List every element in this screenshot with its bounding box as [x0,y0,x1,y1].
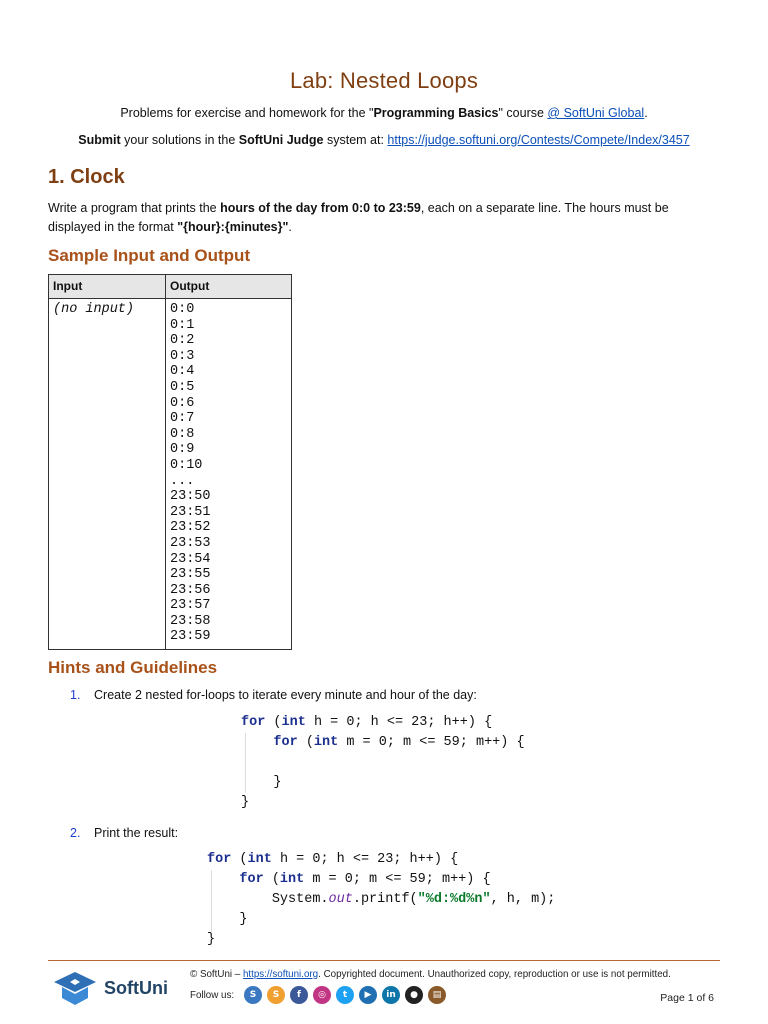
code-text: System. [271,892,329,907]
code-keyword: for [239,872,264,887]
output-line: 23:52 [170,520,211,536]
output-line: 23:51 [170,504,211,520]
code-text: .printf( [352,892,418,907]
youtube-icon[interactable]: ▶ [359,986,377,1004]
output-line: 23:58 [170,613,211,629]
blog-icon[interactable]: ▤ [428,986,446,1004]
step-number: 1. [70,688,81,702]
output-line: 23:59 [170,629,211,645]
code-keyword: for [273,735,298,750]
step-text: Create 2 nested for-loops to iterate every minute and hour of the day: [94,688,477,702]
intro-line-course [0,106,768,120]
instagram-icon[interactable]: ◎ [313,986,331,1004]
output-line: 0:1 [170,317,195,333]
code-keyword: int [281,715,306,730]
softuni-icon[interactable]: S [244,986,262,1004]
code-text: h = 0; h <= 23; h++) { [279,852,459,867]
judge-name: SoftUni Judge [238,133,324,147]
softuni-alt-icon[interactable]: S [267,986,285,1004]
output-line: 23:53 [170,535,211,551]
code-text: } [241,795,250,810]
github-icon[interactable]: ● [405,986,423,1004]
facebook-icon[interactable]: f [290,986,308,1004]
follow-us-label: Follow us: [190,990,235,1001]
description-text: Write a program that prints the [48,201,221,215]
intro-line-submit [0,133,768,147]
sample-output-cell [166,299,292,650]
code-text: h = 0; h <= 23; h++) { [313,715,493,730]
output-line: 0:7 [170,411,195,427]
output-line: 0:5 [170,379,195,395]
footer-divider [48,960,720,961]
description-text: . [288,220,292,234]
intro-text: " course [498,106,548,120]
intro-text: Problems for exercise and homework for the " [120,106,374,120]
code-text: } [239,912,248,927]
softuni-logo-mark [54,972,96,1005]
output-line: 0:0 [170,302,195,317]
softuni-global-link[interactable]: @ SoftUni Global [547,106,645,120]
hint-step-1 [70,688,477,702]
output-line: ... [170,473,195,489]
copyright-text: © SoftUni – [190,969,243,980]
table-header-row [49,275,292,299]
code-field: out [328,892,353,907]
copyright-text: . Copyrighted document. Unauthorized copy, reproduction or use is not permitted. [318,969,671,980]
page-title: Lab: Nested Loops [289,68,479,93]
softuni-site-link[interactable]: https://softuni.org [242,969,319,980]
code-keyword: int [313,735,339,750]
description-text: , each on a separate line. The hours must be displayed in the format [48,201,669,234]
code-block-nested-loops: for (int h = 0; h <= 23; h++) { for (int m = 0; m <= 59; m++) { } } [241,715,525,810]
code-block-print-result: for (int h = 0; h <= 23; h++) { for (int m = 0; m <= 59; m++) { System.out.printf("%d:%d%n", h, m); } } [207,852,556,947]
step-text: Print the result: [94,826,179,840]
course-name: Programming Basics [373,106,499,120]
softuni-logo-text: SoftUni [104,978,168,998]
output-line: 0:3 [170,348,195,364]
intro-text: your solutions in the [120,133,239,147]
code-text: } [273,775,282,790]
output-line: 0:9 [170,442,195,458]
twitter-icon[interactable]: t [336,986,354,1004]
hints-heading: Hints and Guidelines [48,658,218,677]
output-line: 23:55 [170,567,211,583]
intro-text: . [644,106,648,120]
code-keyword: for [241,715,266,730]
output-line: 23:56 [170,582,211,598]
code-string: "%d:%d%n" [417,892,491,907]
output-line: 0:10 [170,457,203,473]
code-text: m = 0; m <= 59; m++) { [312,872,491,887]
output-line: 0:6 [170,395,195,411]
description-bold: hours of the day from 0:0 to 23:59 [220,201,421,215]
output-line: 23:57 [170,598,211,614]
table-row [49,299,292,650]
hint-step-2 [70,826,178,840]
code-text: } [207,932,216,947]
linkedin-icon[interactable]: in [382,986,400,1004]
page-number: Page 1 of 6 [660,992,714,1004]
description-format: "{hour}:{minutes}" [177,220,289,234]
step-number: 2. [70,826,81,840]
input-column-header: Input [49,275,166,299]
problem-description [48,199,708,237]
code-keyword: int [247,852,272,867]
sample-heading: Sample Input and Output [48,246,251,265]
submit-label: Submit [78,133,121,147]
output-line: 23:54 [170,551,211,567]
social-links [244,986,446,1006]
code-text: , h, m); [490,892,556,907]
intro-text: system at: [323,133,388,147]
code-text: m = 0; m <= 59; m++) { [346,735,525,750]
sample-input-cell: (no input) [49,299,166,650]
output-column-header: Output [166,275,292,299]
sample-io-table [48,274,292,650]
judge-contest-link[interactable]: https://judge.softuni.org/Contests/Compete/Index/3457 [387,133,690,147]
output-line: 0:8 [170,426,195,442]
output-line: 0:4 [170,364,195,380]
copyright-notice [190,969,671,980]
code-keyword: int [279,872,305,887]
code-keyword: for [207,852,232,867]
output-line: 0:2 [170,333,195,349]
output-line: 23:50 [170,489,211,505]
problem-heading: 1. Clock [48,166,125,188]
